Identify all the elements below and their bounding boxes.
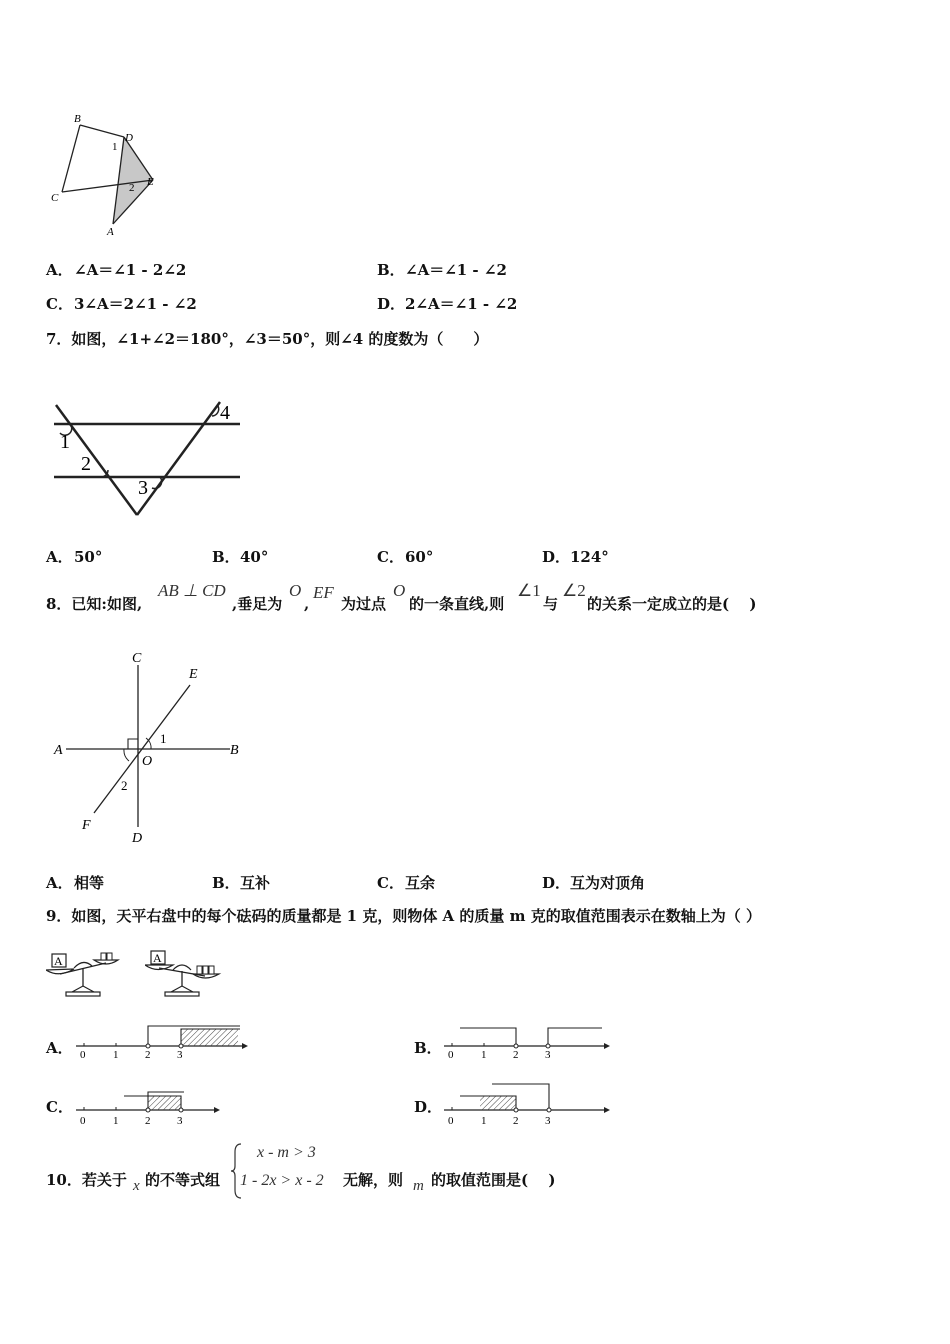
q8-math-o-2: O xyxy=(393,581,406,600)
q9-option-b-numberline[interactable] xyxy=(440,1020,620,1060)
q9-balance-right-label: A xyxy=(153,951,162,965)
q8-math-o-1: O xyxy=(289,581,302,600)
q6-label-e: E xyxy=(147,176,154,188)
q9-balance-left xyxy=(46,948,126,1002)
q8-option-b-letter: B． xyxy=(212,874,240,892)
q8-label-o: O xyxy=(142,754,153,769)
q6-label-d: D xyxy=(125,132,133,144)
q7-label-1: 1 xyxy=(60,431,70,453)
q7-option-c-text: 60° xyxy=(405,548,434,566)
q8-label-c: C xyxy=(132,651,142,666)
q9-c-tick-2: 2 xyxy=(145,1115,151,1127)
q8-label-b: B xyxy=(230,743,239,758)
q9-d-tick-0: 0 xyxy=(448,1115,454,1127)
q9-b-tick-0: 0 xyxy=(448,1049,454,1060)
q7-option-d-letter: D． xyxy=(542,548,571,566)
q8-label-f: F xyxy=(82,818,91,833)
q9-option-c-numberline[interactable] xyxy=(72,1082,232,1128)
q8-stem-through: 为过点 xyxy=(341,595,387,613)
q8-stem-prefix: 8．已知:如图, xyxy=(46,595,143,613)
q8-stem-and: 与 xyxy=(543,595,559,613)
q8-stem-foot: ,垂足为 xyxy=(232,595,283,613)
q9-a-tick-1: 1 xyxy=(113,1049,119,1060)
q7-label-2: 2 xyxy=(81,453,91,475)
q9-a-tick-3: 3 xyxy=(177,1049,183,1060)
q8-option-c-text: 互余 xyxy=(405,874,436,892)
q10-var-m: m xyxy=(413,1178,424,1194)
q8-stem-line: 的一条直线,则 xyxy=(409,595,505,613)
q8-option-a-letter: A． xyxy=(46,874,73,892)
q9-b-tick-2: 2 xyxy=(513,1049,519,1060)
q10-suffix: 的取值范围是( ) xyxy=(431,1171,556,1189)
q8-math-angle1: ∠1 xyxy=(517,581,541,600)
q9-a-tick-2: 2 xyxy=(145,1049,151,1060)
q8-math-ab-perp-cd: AB ⊥ CD xyxy=(158,581,226,600)
q9-d-tick-3: 3 xyxy=(545,1115,551,1127)
q8-option-c-letter: C． xyxy=(377,874,404,892)
q7-figure xyxy=(50,400,245,522)
q8-option-d-letter: D． xyxy=(542,874,571,892)
q7-option-c-letter: C． xyxy=(377,548,404,566)
q9-c-tick-1: 1 xyxy=(113,1115,119,1127)
q7-label-4: 4 xyxy=(220,402,230,424)
q7-option-d-text: 124° xyxy=(570,548,609,566)
q6-option-b-text: ∠A＝∠1 - ∠2 xyxy=(405,261,507,279)
q6-option-b-letter: B． xyxy=(377,261,405,279)
q8-math-ef: EF xyxy=(313,583,334,602)
q6-label-1: 1 xyxy=(112,141,118,153)
q10-inequality-1: x - m > 3 xyxy=(257,1144,316,1161)
q10-var-x: x xyxy=(133,1178,140,1194)
q6-option-d-letter: D． xyxy=(377,295,406,313)
q9-d-tick-2: 2 xyxy=(513,1115,519,1127)
q8-label-d: D xyxy=(132,831,143,846)
q9-b-tick-1: 1 xyxy=(481,1049,487,1060)
q6-option-d-text: 2∠A＝∠1 - ∠2 xyxy=(405,295,518,313)
q6-label-b: B xyxy=(74,113,81,125)
q7-option-b-text: 40° xyxy=(240,548,269,566)
q10-after: 无解，则 xyxy=(343,1171,404,1189)
q9-option-d-letter: D． xyxy=(414,1098,443,1116)
q10-inequality-2: 1 - 2x > x - 2 xyxy=(240,1172,324,1189)
q6-figure xyxy=(45,108,170,240)
q6-option-c-letter: C． xyxy=(46,295,73,313)
q7-option-a-letter: A． xyxy=(46,548,73,566)
q8-stem-comma: , xyxy=(304,595,310,613)
q8-option-b-text: 互补 xyxy=(240,874,271,892)
q7-option-b-letter: B． xyxy=(212,548,240,566)
q9-balance-left-label: A xyxy=(54,954,63,968)
q8-option-a-text: 相等 xyxy=(74,874,105,892)
q9-b-tick-3: 3 xyxy=(545,1049,551,1060)
q6-label-2: 2 xyxy=(129,182,135,194)
q8-label-2: 2 xyxy=(121,778,128,793)
q9-option-a-numberline[interactable] xyxy=(72,1020,252,1060)
q7-stem: 7．如图，∠1+∠2＝180°，∠3＝50°，则∠4 的度数为（ ） xyxy=(46,330,489,348)
q9-c-tick-3: 3 xyxy=(177,1115,183,1127)
q9-balance-right xyxy=(145,948,225,1002)
q7-option-a-text: 50° xyxy=(74,548,103,566)
q6-label-c: C xyxy=(51,192,59,204)
q9-a-tick-0: 0 xyxy=(80,1049,86,1060)
q7-label-3: 3 xyxy=(138,477,148,499)
q9-option-c-letter: C． xyxy=(46,1098,73,1116)
q9-stem: 9．如图，天平右盘中的每个砝码的质量都是 1 克，则物体 A 的质量 m 克的取值范围表示在数轴上为（ ） xyxy=(46,907,761,925)
q6-option-a-letter: A． xyxy=(46,261,73,279)
q8-label-e: E xyxy=(189,667,198,682)
q8-label-a: A xyxy=(54,743,63,758)
q10-middle: 的不等式组 xyxy=(145,1171,221,1189)
q10-prefix: 10．若关于 xyxy=(46,1171,127,1189)
q10-brace xyxy=(230,1142,244,1200)
q8-math-angle2: ∠2 xyxy=(562,581,586,600)
q8-stem-suffix: 的关系一定成立的是( ) xyxy=(587,595,757,613)
q6-option-a-text: ∠A＝∠1 - 2∠2 xyxy=(74,261,187,279)
q8-figure xyxy=(50,645,250,847)
q9-option-b-letter: B． xyxy=(414,1039,442,1057)
q9-option-d-numberline[interactable] xyxy=(440,1078,620,1128)
q9-c-tick-0: 0 xyxy=(80,1115,86,1127)
q8-option-d-text: 互为对顶角 xyxy=(570,874,646,892)
q6-label-a: A xyxy=(107,226,114,238)
q8-label-1: 1 xyxy=(160,731,167,746)
q9-d-tick-1: 1 xyxy=(481,1115,487,1127)
q9-option-a-letter: A． xyxy=(46,1039,73,1057)
q6-option-c-text: 3∠A＝2∠1 - ∠2 xyxy=(74,295,197,313)
